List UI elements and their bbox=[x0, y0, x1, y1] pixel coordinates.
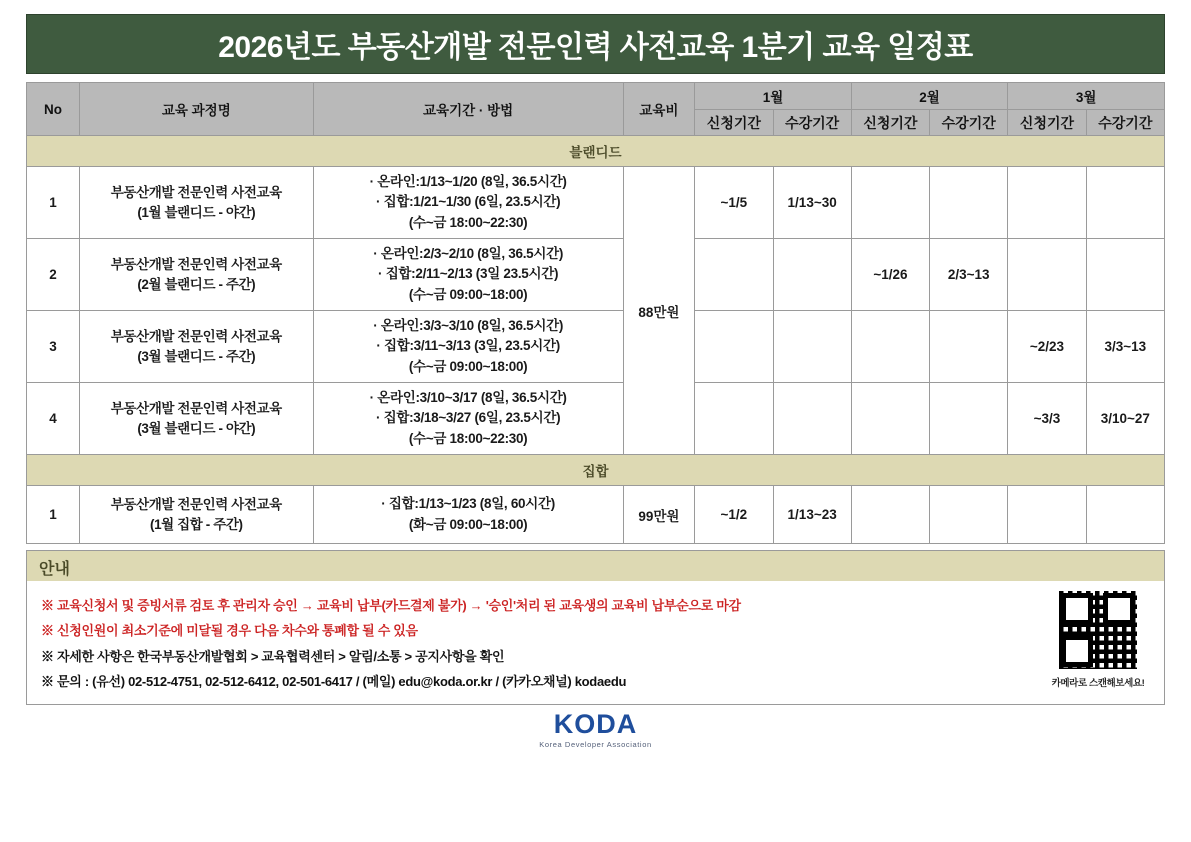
course-name-line2: (1월 집합 - 주간) bbox=[149, 516, 243, 532]
group-fee: 88만원 bbox=[623, 167, 695, 455]
row-course-name bbox=[79, 311, 313, 383]
detail-line: (수~금 18:00~22:30) bbox=[408, 214, 528, 230]
document-title-bar bbox=[26, 14, 1165, 74]
row-course-name bbox=[79, 383, 313, 455]
course-name-line2: (1월 블랜디드 - 야간) bbox=[137, 204, 256, 220]
detail-line: · 온라인:3/10~3/17 (8일, 36.5시간) bbox=[369, 390, 567, 406]
jan-study: 1/13~30 bbox=[773, 167, 851, 239]
koda-logo-subtitle: Korea Developer Association bbox=[539, 740, 652, 750]
notice-title: 안내 bbox=[26, 550, 1165, 581]
mar-study bbox=[1086, 486, 1164, 544]
jan-apply bbox=[695, 383, 773, 455]
feb-study bbox=[930, 311, 1008, 383]
koda-logo: KODA bbox=[553, 709, 638, 740]
header-month-mar: 3월 bbox=[1008, 83, 1165, 110]
notice-line-1: ※ 교육신청서 및 증빙서류 검토 후 관리자 승인 → 교육비 납부(카드결제 불가) → '승인'처리 된 교육생의 교육비 납부순으로 마감 bbox=[41, 598, 741, 613]
mar-apply: ~3/3 bbox=[1008, 383, 1086, 455]
page-title: 2026년도 부동산개발 전문인력 사전교육 1분기 교육 일정표 bbox=[218, 31, 973, 64]
row-no: 3 bbox=[27, 311, 80, 383]
header-mar-apply: 신청기간 bbox=[1008, 110, 1086, 136]
row-no: 1 bbox=[27, 167, 80, 239]
header-fee: 교육비 bbox=[623, 83, 695, 136]
detail-line: · 온라인:3/3~3/10 (8일, 36.5시간) bbox=[373, 318, 564, 334]
table-row bbox=[27, 239, 1165, 311]
feb-apply bbox=[851, 383, 929, 455]
row-course-name bbox=[79, 167, 313, 239]
jan-study bbox=[773, 239, 851, 311]
feb-study bbox=[930, 383, 1008, 455]
group-header-row bbox=[27, 455, 1165, 486]
mar-apply bbox=[1008, 239, 1086, 311]
row-course-name bbox=[79, 239, 313, 311]
jan-apply: ~1/2 bbox=[695, 486, 773, 544]
course-name-line1: 부동산개발 전문인력 사전교육 bbox=[110, 496, 282, 512]
jan-study: 1/13~23 bbox=[773, 486, 851, 544]
detail-line: · 집합:3/18~3/27 (6일, 23.5시간) bbox=[375, 410, 561, 426]
detail-line: · 집합:1/13~1/23 (8일, 60시간) bbox=[381, 496, 555, 512]
header-period-method: 교육기간 · 방법 bbox=[313, 83, 623, 136]
row-detail bbox=[313, 383, 623, 455]
footer-logo-block bbox=[26, 711, 1165, 749]
feb-apply bbox=[851, 311, 929, 383]
detail-line: (수~금 09:00~18:00) bbox=[408, 286, 528, 302]
course-name-line2: (3월 블랜디드 - 주간) bbox=[137, 348, 256, 364]
qr-eye-bottom-left bbox=[1061, 635, 1093, 667]
mar-apply bbox=[1008, 167, 1086, 239]
mar-study bbox=[1086, 167, 1164, 239]
row-detail bbox=[313, 486, 623, 544]
detail-line: · 온라인:1/13~1/20 (8일, 36.5시간) bbox=[369, 174, 567, 190]
notice-body bbox=[26, 581, 1165, 705]
notice-line-2: ※ 신청인원이 최소기준에 미달될 경우 다음 차수와 통폐합 될 수 있음 bbox=[41, 623, 418, 639]
header-jan-apply: 신청기간 bbox=[695, 110, 773, 136]
table-row bbox=[27, 311, 1165, 383]
header-no: No bbox=[27, 83, 80, 136]
row-no: 2 bbox=[27, 239, 80, 311]
qr-code-block[interactable] bbox=[1050, 589, 1146, 689]
mar-apply: ~2/23 bbox=[1008, 311, 1086, 383]
detail-line: (화~금 09:00~18:00) bbox=[408, 516, 528, 532]
feb-study bbox=[930, 167, 1008, 239]
table-header bbox=[27, 83, 1165, 136]
jan-apply bbox=[695, 311, 773, 383]
detail-line: · 집합:1/21~1/30 (6일, 23.5시간) bbox=[375, 194, 561, 210]
header-course-name: 교육 과정명 bbox=[79, 83, 313, 136]
qr-caption: 카메라로 스캔해보세요! bbox=[1051, 678, 1145, 689]
table-body bbox=[27, 136, 1165, 544]
group-fee: 99만원 bbox=[623, 486, 695, 544]
row-detail bbox=[313, 167, 623, 239]
row-no: 4 bbox=[27, 383, 80, 455]
header-month-jan: 1월 bbox=[695, 83, 852, 110]
jan-study bbox=[773, 383, 851, 455]
mar-study bbox=[1086, 239, 1164, 311]
mar-apply bbox=[1008, 486, 1086, 544]
row-course-name bbox=[79, 486, 313, 544]
course-name-line2: (3월 블랜디드 - 야간) bbox=[137, 420, 256, 436]
course-name-line1: 부동산개발 전문인력 사전교육 bbox=[110, 256, 282, 272]
feb-apply bbox=[851, 167, 929, 239]
notice-line-3: ※ 자세한 사항은 한국부동산개발협회 > 교육협력센터 > 알림/소통 > 공지사항을 확인 bbox=[41, 648, 505, 664]
jan-study bbox=[773, 311, 851, 383]
feb-study bbox=[930, 486, 1008, 544]
feb-apply: ~1/26 bbox=[851, 239, 929, 311]
header-jan-study: 수강기간 bbox=[773, 110, 851, 136]
feb-study: 2/3~13 bbox=[930, 239, 1008, 311]
feb-apply bbox=[851, 486, 929, 544]
group-label: 블랜디드 bbox=[27, 136, 1165, 167]
detail-line: · 온라인:2/3~2/10 (8일, 36.5시간) bbox=[373, 246, 564, 262]
detail-line: (수~금 18:00~22:30) bbox=[408, 430, 528, 446]
jan-apply bbox=[695, 239, 773, 311]
group-label: 집합 bbox=[27, 455, 1165, 486]
row-no: 1 bbox=[27, 486, 80, 544]
course-name-line1: 부동산개발 전문인력 사전교육 bbox=[110, 184, 282, 200]
row-detail bbox=[313, 239, 623, 311]
detail-line: (수~금 09:00~18:00) bbox=[408, 358, 528, 374]
header-month-feb: 2월 bbox=[851, 83, 1008, 110]
course-name-line2: (2월 블랜디드 - 주간) bbox=[137, 276, 256, 292]
notice-line-4: ※ 문의 : (유선) 02-512-4751, 02-512-6412, 02-501-6417 / (메일) edu@koda.or.kr / (카카오채널) kodaedu bbox=[41, 674, 627, 690]
course-name-line1: 부동산개발 전문인력 사전교육 bbox=[110, 328, 282, 344]
qr-code-icon[interactable] bbox=[1057, 589, 1139, 671]
detail-line: · 집합:3/11~3/13 (3일, 23.5시간) bbox=[376, 338, 560, 354]
jan-apply: ~1/5 bbox=[695, 167, 773, 239]
detail-line: · 집합:2/11~2/13 (3일 23.5시간) bbox=[378, 266, 559, 282]
header-feb-study: 수강기간 bbox=[930, 110, 1008, 136]
mar-study: 3/10~27 bbox=[1086, 383, 1164, 455]
mar-study: 3/3~13 bbox=[1086, 311, 1164, 383]
header-mar-study: 수강기간 bbox=[1086, 110, 1164, 136]
table-row bbox=[27, 486, 1165, 544]
table-row bbox=[27, 167, 1165, 239]
course-name-line1: 부동산개발 전문인력 사전교육 bbox=[110, 400, 282, 416]
group-header-row bbox=[27, 136, 1165, 167]
header-feb-apply: 신청기간 bbox=[851, 110, 929, 136]
table-row bbox=[27, 383, 1165, 455]
row-detail bbox=[313, 311, 623, 383]
schedule-table bbox=[26, 82, 1165, 544]
